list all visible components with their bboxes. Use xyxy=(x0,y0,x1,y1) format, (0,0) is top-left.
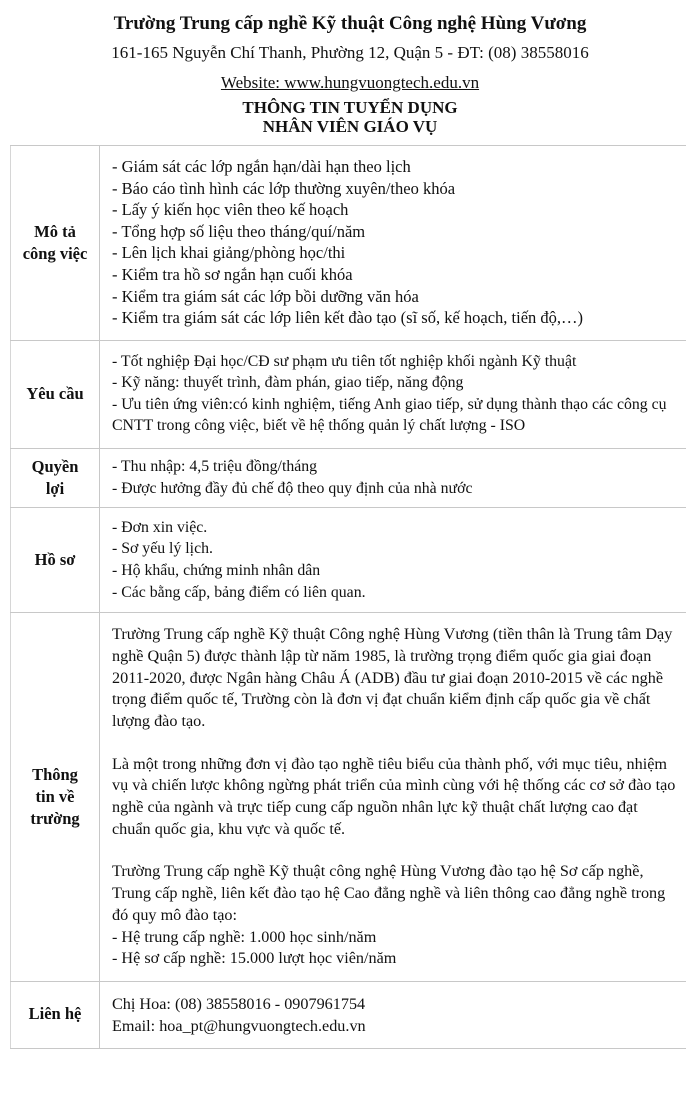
list-item: - Được hưởng đầy đủ chế độ theo quy định của nhà nước xyxy=(112,479,473,497)
content-school-info xyxy=(100,613,687,982)
label-line: lợi xyxy=(45,478,65,498)
row-requirements xyxy=(11,340,687,448)
doc-title-line1: THÔNG TIN TUYỂN DỤNG xyxy=(242,98,458,117)
school-info-paragraph: Là một trong những đơn vị đào tạo nghề tiêu biểu của thành phố, với mục tiêu, nhiệm vụ và chiến lược không ngừng phát triển của mình cùng với hệ thống các cơ sở đào tạo nghề của ngành và trực tiếp cung cấp nguồn nhân lực kỹ thuật chất lượng cao đạt chuẩn quốc gia, khu vực và quốc tế. xyxy=(112,754,676,838)
list-item: - Ưu tiên ứng viên:có kinh nghiệm, tiếng Anh giao tiếp, sử dụng thành thạo các công cụ CNTT trong công việc, biết về hệ thống quản lý chất lượng - ISO xyxy=(112,395,667,435)
label-job-description xyxy=(11,146,100,341)
recruitment-table xyxy=(10,145,686,1049)
list-item: - Giám sát các lớp ngắn hạn/dài hạn theo lịch xyxy=(112,157,411,176)
label-school-info xyxy=(11,613,100,982)
list-item: - Tốt nghiệp Đại học/CĐ sư phạm ưu tiên tốt nghiệp khối ngành Kỹ thuật xyxy=(112,352,577,370)
school-website xyxy=(0,68,700,98)
label-line: Mô tả xyxy=(34,221,76,241)
list-item: - Kỹ năng: thuyết trình, đàm phán, giao tiếp, năng động xyxy=(112,374,464,392)
row-benefits xyxy=(11,448,687,507)
content-contact xyxy=(100,981,687,1048)
content-requirements xyxy=(100,340,687,448)
label-contact: Liên hệ xyxy=(11,981,100,1048)
label-line: công việc xyxy=(22,243,88,263)
list-item: - Lấy ý kiến học viên theo kế hoạch xyxy=(112,200,349,220)
label-line: Thông xyxy=(32,765,78,785)
list-item: - Báo cáo tình hình các lớp thường xuyên/theo khóa xyxy=(112,178,456,198)
school-info-text: Trường Trung cấp nghề Kỹ thuật công nghệ Hùng Vương đào tạo hệ Sơ cấp nghề, Trung cấp nghề, liên kết đào tạo hệ Cao đẳng nghề và liên thông cao đẳng nghề trong đó quy mô đào tạo: xyxy=(112,862,666,924)
row-documents xyxy=(11,507,687,612)
list-item: - Kiểm tra giám sát các lớp bồi dưỡng văn hóa xyxy=(112,286,419,306)
label-line: trường xyxy=(30,809,80,829)
list-item: - Đơn xin việc. xyxy=(112,518,208,536)
contact-email[interactable]: Email: hoa_pt@hungvuongtech.edu.vn xyxy=(112,1016,366,1035)
list-item: - Hộ khẩu, chứng minh nhân dân xyxy=(112,561,321,579)
scale-item: - Hệ trung cấp nghề: 1.000 học sinh/năm xyxy=(112,927,377,946)
row-contact xyxy=(11,981,687,1048)
school-address: 161-165 Nguyễn Chí Thanh, Phường 12, Quận 5 - ĐT: (08) 38558016 xyxy=(111,43,589,62)
school-name: Trường Trung cấp nghề Kỹ thuật Công nghệ Hùng Vương xyxy=(113,13,587,34)
list-item: - Thu nhập: 4,5 triệu đồng/tháng xyxy=(112,457,318,475)
content-documents xyxy=(100,507,687,612)
label-requirements: Yêu cầu xyxy=(11,340,100,448)
label-line: tin về xyxy=(35,787,75,807)
list-item: - Kiểm tra giám sát các lớp liên kết đào tạo (sĩ số, kế hoạch, tiến độ,…) xyxy=(112,308,584,328)
list-item: - Kiểm tra hồ sơ ngắn hạn cuối khóa xyxy=(112,264,353,284)
list-item: - Tổng hợp số liệu theo tháng/quí/năm xyxy=(112,221,366,241)
content-job-description xyxy=(100,146,687,341)
label-line: Quyền xyxy=(31,456,79,476)
website-link[interactable]: Website: www.hungvuongtech.edu.vn xyxy=(220,73,480,92)
row-job-description xyxy=(11,146,687,341)
label-benefits xyxy=(11,448,100,507)
contact-phone: Chị Hoa: (08) 38558016 - 0907961754 xyxy=(112,994,366,1013)
label-documents: Hồ sơ xyxy=(11,507,100,612)
list-item: - Lên lịch khai giảng/phòng học/thi xyxy=(112,243,346,263)
school-info-paragraph: Trường Trung cấp nghề Kỹ thuật Công nghệ Hùng Vương (tiền thân là Trung tâm Dạy nghề Quận 5) được thành lập từ năm 1985, là trường trọng điểm quốc gia giai đoạn 2011-2020, được Ngân hàng Châu Á (ADB) đầu tư giai đoạn 2010-2015 về các nghề trọng điểm quốc tế, Trường còn là đơn vị đạt chuẩn kiểm định cấp quốc gia về chất lượng đào tạo. xyxy=(112,625,673,730)
scale-item: - Hệ sơ cấp nghề: 15.000 lượt học viên/năm xyxy=(112,949,397,968)
school-info-paragraph xyxy=(112,861,680,970)
content-benefits xyxy=(100,448,687,507)
list-item: - Các bằng cấp, bảng điểm có liên quan. xyxy=(112,583,366,601)
doc-title-line2: NHÂN VIÊN GIÁO VỤ xyxy=(262,117,438,136)
row-school-info xyxy=(11,613,687,982)
list-item: - Sơ yếu lý lịch. xyxy=(112,540,213,558)
